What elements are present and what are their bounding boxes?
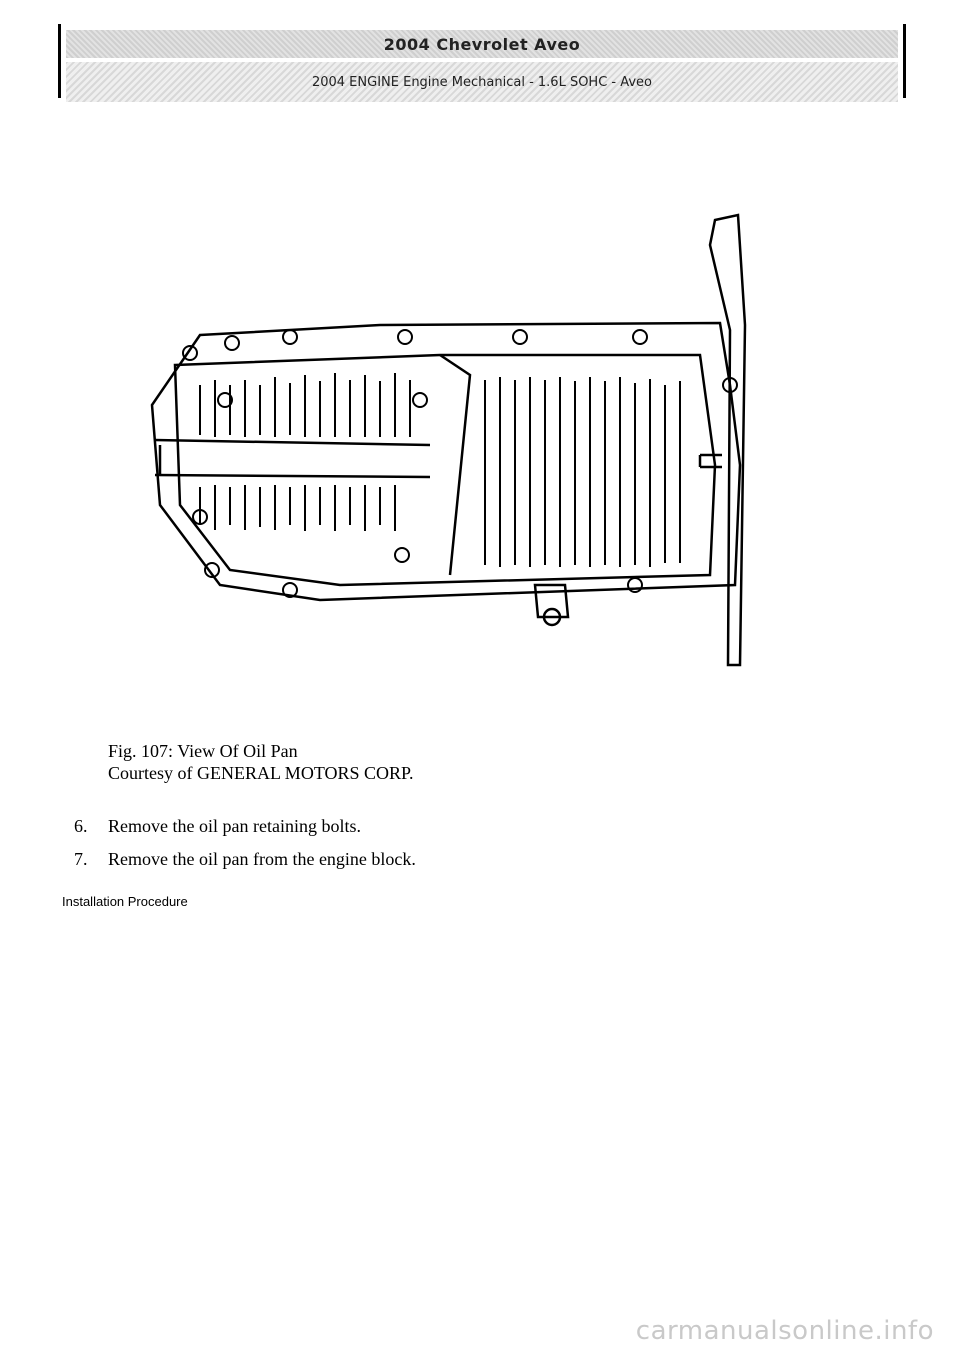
step-text: Remove the oil pan retaining bolts. xyxy=(108,816,361,836)
header-left-border xyxy=(58,24,61,98)
header-subtitle-band xyxy=(66,62,898,102)
header-right-border xyxy=(903,24,906,98)
figure-credit: Courtesy of GENERAL MOTORS CORP. xyxy=(108,763,414,783)
figure-title: Fig. 107: View Of Oil Pan xyxy=(108,741,298,761)
step-text: Remove the oil pan from the engine block. xyxy=(108,849,416,869)
document-subtitle: 2004 ENGINE Engine Mechanical - 1.6L SOHC - Aveo xyxy=(311,74,653,90)
step-number: 6. xyxy=(74,816,88,836)
site-watermark: carmanualsonline.info xyxy=(635,1316,934,1346)
procedure-steps xyxy=(74,816,416,882)
page-header xyxy=(58,24,906,98)
oil-pan-drawing xyxy=(140,205,760,675)
document-title: 2004 Chevrolet Aveo xyxy=(383,34,581,54)
step-number: 7. xyxy=(74,849,88,869)
list-item xyxy=(74,816,416,837)
header-title-band xyxy=(66,30,898,58)
list-item xyxy=(74,849,416,870)
section-heading: Installation Procedure xyxy=(62,894,188,909)
oil-pan-illustration xyxy=(140,205,760,675)
figure-caption xyxy=(108,740,414,784)
